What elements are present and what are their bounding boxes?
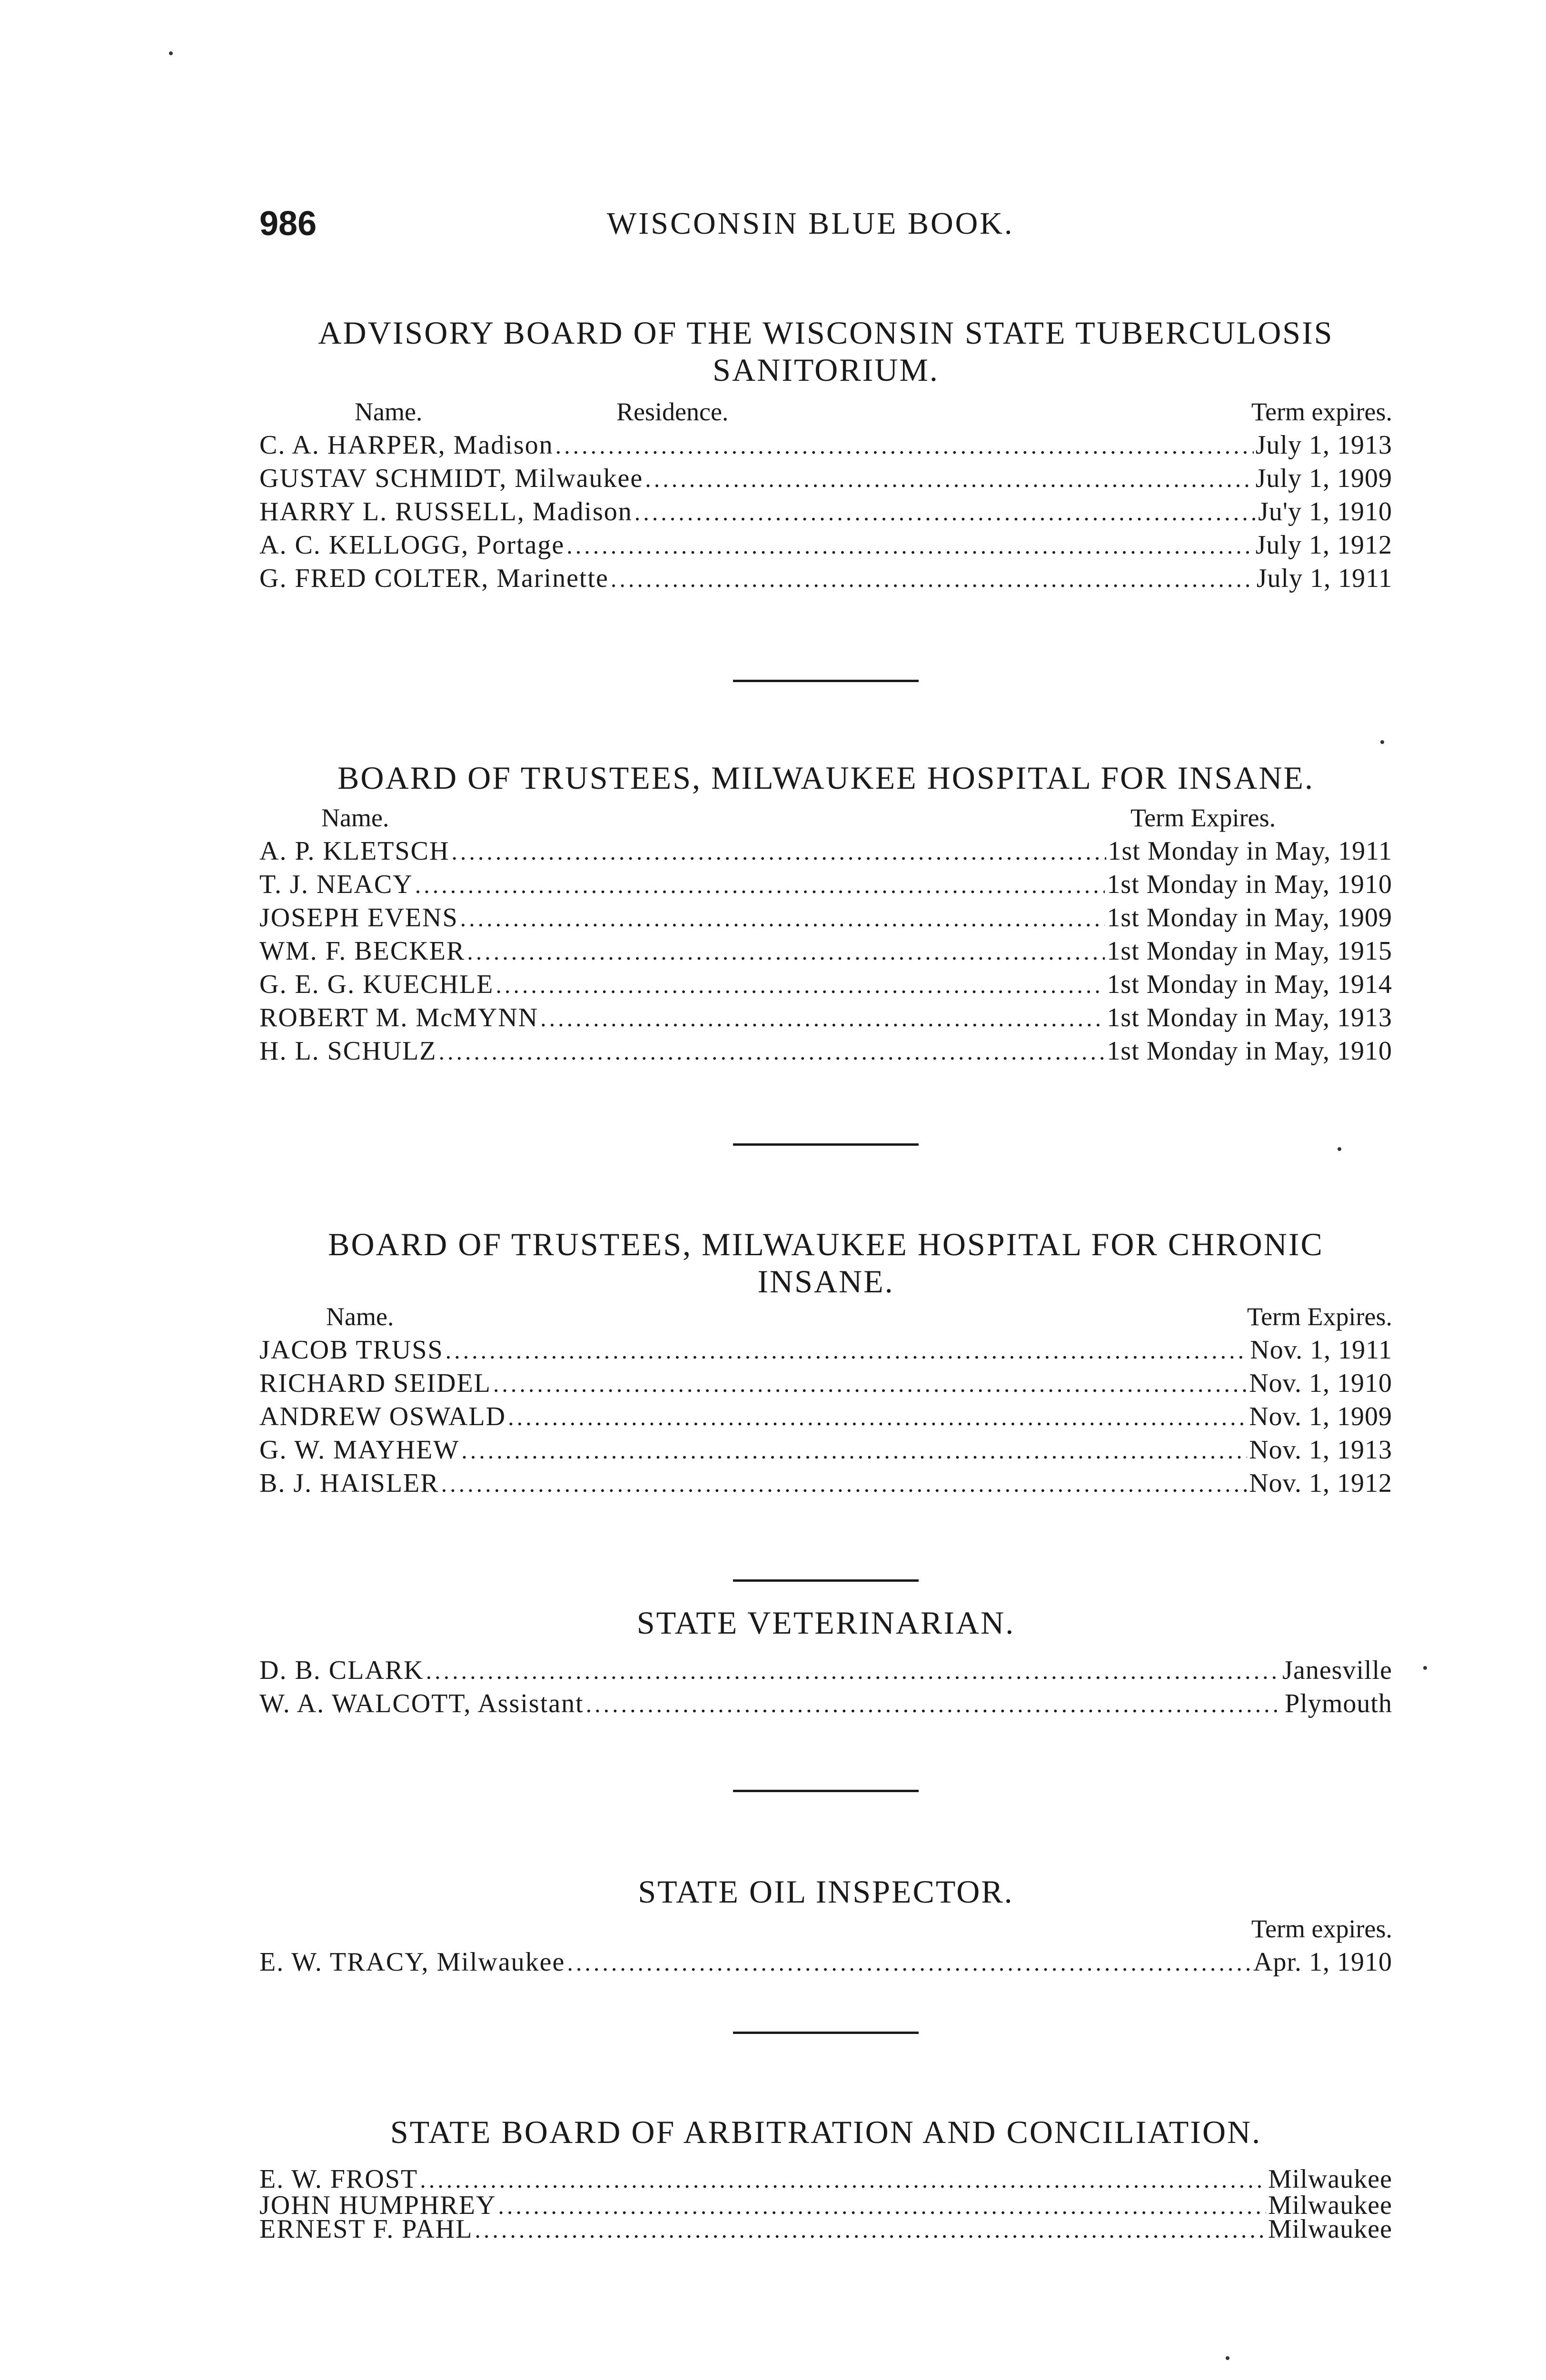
term-value: Ju'y 1, 1910 — [1258, 497, 1392, 526]
section-divider — [733, 1579, 919, 1582]
column-headers — [259, 395, 1392, 428]
scan-speck — [169, 51, 173, 55]
column-header-name: Name. — [326, 1302, 394, 1331]
dot-leader — [426, 1654, 1281, 1687]
term-value: 1st Monday in May, 1910 — [1107, 1036, 1392, 1066]
section-hospital-insane — [259, 759, 1392, 1068]
scan-speck — [1380, 740, 1384, 744]
member-name: E. W. FROST — [259, 2165, 418, 2193]
table-row — [259, 562, 1392, 595]
section-state-veterinarian — [259, 1604, 1392, 1720]
term-value: July 1, 1911 — [1256, 564, 1392, 593]
dot-leader — [508, 1400, 1247, 1433]
term-value: July 1, 1912 — [1255, 530, 1392, 560]
dot-leader — [441, 1467, 1248, 1500]
table-row — [259, 1333, 1392, 1367]
table-row — [259, 495, 1392, 528]
member-name: HARRY L. RUSSELL, Madison — [259, 497, 633, 526]
term-value: July 1, 1909 — [1255, 464, 1392, 493]
dot-leader — [438, 1035, 1105, 1068]
table-row — [259, 2193, 1392, 2217]
member-name: G. E. G. KUECHLE — [259, 970, 494, 999]
section-state-oil-inspector — [259, 1873, 1392, 1979]
dot-leader — [566, 529, 1253, 562]
term-value: 1st Monday in May, 1914 — [1107, 970, 1392, 999]
dot-leader — [645, 462, 1253, 495]
member-name: B. J. HAISLER — [259, 1468, 439, 1498]
section-title — [259, 1226, 1392, 1300]
section-title — [259, 1604, 1392, 1641]
column-headers — [259, 1300, 1392, 1333]
table-row — [259, 868, 1392, 901]
section-divider — [733, 1143, 919, 1146]
term-value: Nov. 1, 1910 — [1249, 1368, 1392, 1398]
member-name: JOHN HUMPHREY — [259, 2193, 496, 2217]
section-hospital-chronic-insane — [259, 1226, 1392, 1500]
table-row — [259, 1945, 1392, 1979]
table-row — [259, 1367, 1392, 1400]
table-row — [259, 1687, 1392, 1720]
dot-leader — [467, 935, 1105, 968]
column-header-residence: Residence. — [616, 397, 729, 426]
dot-leader — [540, 1002, 1105, 1034]
section-title-line: BOARD OF TRUSTEES, MILWAUKEE HOSPITAL FOR INSANE. — [337, 760, 1314, 796]
dot-leader — [461, 1434, 1247, 1467]
residence-value: Milwaukee — [1268, 2165, 1392, 2193]
member-name: RICHARD SEIDEL — [259, 1368, 491, 1398]
section-divider — [733, 2032, 919, 2034]
section-title-line: SANITORIUM. — [713, 352, 939, 388]
table-row — [259, 462, 1392, 495]
table-row — [259, 1433, 1392, 1467]
member-name: A. C. KELLOGG, Portage — [259, 530, 565, 560]
dot-leader — [415, 868, 1105, 901]
term-value: 1st Monday in May, 1915 — [1107, 936, 1392, 966]
running-title: WISCONSIN BLUE BOOK. — [607, 206, 1014, 241]
member-name: C. A. HARPER, Madison — [259, 430, 554, 460]
section-title — [259, 2113, 1392, 2151]
dot-leader — [498, 2194, 1266, 2217]
section-arbitration-conciliation — [259, 2113, 1392, 2241]
member-name: D. B. CLARK — [259, 1656, 424, 1685]
term-value: 1st Monday in May, 1911 — [1108, 836, 1392, 866]
scan-speck — [1226, 2356, 1229, 2360]
table-row — [259, 528, 1392, 562]
column-header-term: Term Expires. — [1130, 803, 1276, 832]
column-headers — [259, 801, 1392, 834]
member-name: E. W. TRACY, Milwaukee — [259, 1947, 565, 1977]
dot-leader — [496, 968, 1105, 1001]
dot-leader — [567, 1946, 1251, 1979]
residence-value: Janesville — [1282, 1656, 1392, 1685]
column-header-name: Name. — [355, 397, 423, 426]
member-name: ANDREW OSWALD — [259, 1402, 506, 1431]
member-name: ERNEST F. PAHL — [259, 2217, 473, 2241]
table-row — [259, 2217, 1392, 2241]
residence-value: Plymouth — [1285, 1689, 1392, 1718]
table-row — [259, 1467, 1392, 1500]
table-row — [259, 1654, 1392, 1687]
member-name: G. W. MAYHEW — [259, 1435, 460, 1465]
table-row — [259, 934, 1392, 968]
table-row — [259, 428, 1392, 462]
member-name: JOSEPH EVENS — [259, 903, 458, 932]
member-name: W. A. WALCOTT, Assistant — [259, 1689, 584, 1718]
member-name: JACOB TRUSS — [259, 1335, 444, 1365]
member-name: GUSTAV SCHMIDT, Milwaukee — [259, 464, 644, 493]
member-name: G. FRED COLTER, Marinette — [259, 564, 609, 593]
residence-value: Milwaukee — [1268, 2217, 1392, 2241]
residence-value: Milwaukee — [1268, 2193, 1392, 2217]
column-headers — [259, 1912, 1392, 1945]
section-title-line: STATE OIL INSPECTOR. — [638, 1874, 1014, 1910]
dot-leader — [446, 1334, 1249, 1367]
term-value: Nov. 1, 1912 — [1249, 1468, 1392, 1498]
running-head — [259, 202, 1392, 245]
member-name: ROBERT M. McMYNN — [259, 1003, 539, 1032]
term-value: 1st Monday in May, 1910 — [1107, 870, 1392, 899]
section-title — [259, 314, 1392, 388]
term-value: Apr. 1, 1910 — [1253, 1947, 1392, 1977]
member-name: H. L. SCHULZ — [259, 1036, 437, 1066]
section-divider — [733, 680, 919, 682]
dot-leader — [555, 429, 1254, 462]
table-row — [259, 1001, 1392, 1034]
section-divider — [733, 1790, 919, 1792]
section-title-line: STATE BOARD OF ARBITRATION AND CONCILIATION. — [390, 2114, 1262, 2150]
dot-leader — [493, 1367, 1247, 1400]
section-title-line: INSANE. — [757, 1263, 894, 1299]
dot-leader — [586, 1687, 1283, 1720]
table-row — [259, 2165, 1392, 2193]
dot-leader — [460, 902, 1105, 934]
scan-speck — [1338, 1147, 1341, 1151]
member-name: T. J. NEACY — [259, 870, 413, 899]
term-value: Nov. 1, 1911 — [1250, 1335, 1392, 1365]
term-value: 1st Monday in May, 1913 — [1107, 1003, 1392, 1032]
term-value: July 1, 1913 — [1255, 430, 1392, 460]
table-row — [259, 968, 1392, 1001]
section-title — [259, 759, 1392, 796]
term-value: Nov. 1, 1913 — [1249, 1435, 1392, 1465]
term-value: Nov. 1, 1909 — [1249, 1402, 1392, 1431]
column-header-term: Term expires. — [1251, 397, 1392, 426]
page-number: 986 — [259, 205, 317, 243]
dot-leader — [451, 835, 1106, 868]
dot-leader — [475, 2218, 1266, 2241]
table-row — [259, 901, 1392, 934]
table-row — [259, 834, 1392, 868]
table-row — [259, 1034, 1392, 1068]
table-row — [259, 1400, 1392, 1433]
column-header-name: Name. — [321, 803, 389, 832]
scan-speck — [1423, 1666, 1427, 1670]
section-title-line: ADVISORY BOARD OF THE WISCONSIN STATE TUBERCULOSIS — [318, 315, 1334, 351]
column-header-term: Term Expires. — [1247, 1302, 1392, 1331]
member-name: WM. F. BECKER — [259, 936, 466, 966]
dot-leader — [420, 2165, 1266, 2193]
dot-leader — [611, 562, 1255, 595]
section-title-line: STATE VETERINARIAN. — [636, 1605, 1015, 1641]
column-header-term: Term expires. — [1251, 1914, 1392, 1943]
term-value: 1st Monday in May, 1909 — [1107, 903, 1392, 932]
section-title — [259, 1873, 1392, 1910]
section-advisory-board — [259, 314, 1392, 595]
dot-leader — [634, 496, 1256, 528]
section-title-line: BOARD OF TRUSTEES, MILWAUKEE HOSPITAL FOR CHRONIC — [328, 1226, 1324, 1262]
member-name: A. P. KLETSCH — [259, 836, 450, 866]
